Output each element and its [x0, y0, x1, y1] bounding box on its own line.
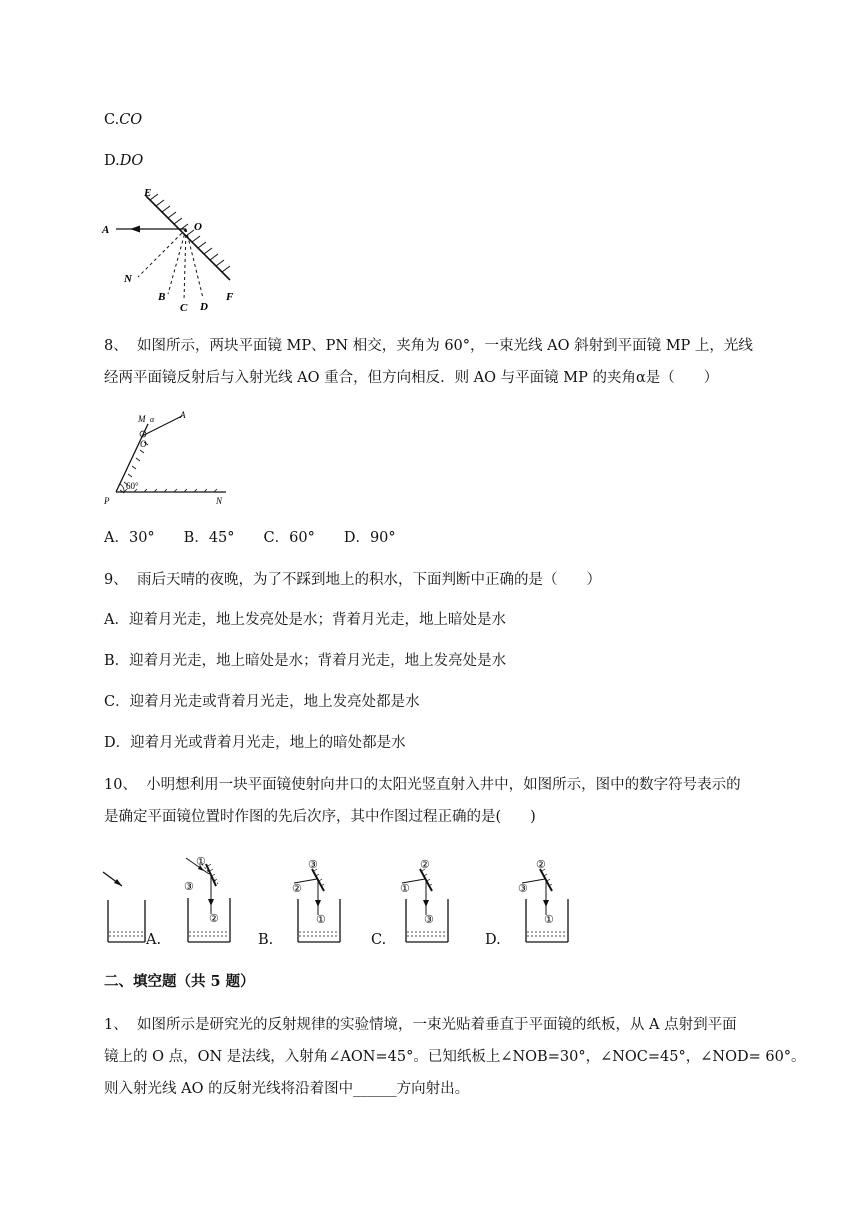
- question-10-line1: 10、 小明想利用一块平面镜使射向井口的太阳光竖直射入井中，如图所示，图中的数字符号表示的: [104, 777, 741, 793]
- step-2: ②: [536, 859, 546, 871]
- question-8-options: A．30° B．45° C．60° D．90°: [104, 530, 396, 546]
- step-1: ①: [196, 856, 206, 868]
- step-2: ②: [209, 913, 219, 925]
- figure-well-b: [290, 855, 346, 946]
- step-3: ③: [424, 914, 434, 926]
- question-9-option-d: D．迎着月光或背着月光走，地上的暗处都是水: [104, 735, 406, 751]
- figure-mirror-reflection: [100, 182, 260, 317]
- question-10-line2: 是确定平面镜位置时作图的先后次序，其中作图过程正确的是( ): [104, 809, 536, 825]
- figure-well-original: [100, 860, 150, 946]
- figure-two-mirrors: [102, 410, 237, 510]
- label-b: B: [158, 291, 166, 303]
- label-a: A: [180, 410, 186, 420]
- step-3: ③: [308, 859, 318, 871]
- label-f: F: [226, 291, 234, 303]
- label-n: N: [216, 496, 223, 506]
- q10-option-a-label: A.: [146, 932, 162, 948]
- label-e: E: [144, 187, 152, 199]
- step-1: ①: [544, 914, 554, 926]
- fill-1-line1: 1、 如图所示是研究光的反射规律的实验情境，一束光贴着垂直于平面镜的纸板，从 A 点射到平面: [104, 1017, 737, 1033]
- question-9-option-c: C．迎着月光走或背着月光走，地上发亮处都是水: [104, 694, 420, 710]
- step-1: ①: [316, 914, 326, 926]
- step-3: ③: [184, 881, 194, 893]
- option-d: D.DO: [104, 153, 144, 169]
- figure-well-c: [396, 855, 452, 946]
- question-9-stem: 9、 雨后天晴的夜晚，为了不踩到地上的积水，下面判断中正确的是（ ）: [104, 572, 601, 588]
- label-a: A: [102, 224, 110, 236]
- label-alpha: α: [150, 415, 155, 424]
- step-1: ①: [400, 883, 410, 895]
- step-2: ②: [420, 859, 430, 871]
- question-9-option-a: A．迎着月光走，地上发亮处是水；背着月光走，地上暗处是水: [104, 612, 506, 628]
- figure-well-d: [516, 855, 572, 946]
- label-d: D: [200, 301, 208, 313]
- figure-well-a: [180, 852, 236, 946]
- section-title: 二、填空题（共 5 题）: [104, 973, 255, 990]
- label-o: O: [194, 221, 202, 233]
- q10-option-c-label: C.: [371, 932, 387, 948]
- label-60: 60°: [126, 481, 139, 491]
- q10-option-b-label: B.: [258, 932, 274, 948]
- question-8-line2: 经两平面镜反射后与入射光线 AO 重合，但方向相反．则 AO 与平面镜 MP 的夹角α是（ ）: [104, 370, 719, 386]
- fill-1-line2: 镜上的 O 点，ON 是法线，入射角∠AON=45°。已知纸板上∠NOB=30°，∠NOC=45°，∠NOD= 60°。: [104, 1049, 806, 1065]
- label-p: P: [104, 496, 110, 506]
- label-o: O: [140, 439, 147, 449]
- label-m: M: [138, 414, 146, 424]
- fill-1-line3: 则入射光线 AO 的反射光线将沿着图中______方向射出。: [104, 1081, 470, 1097]
- label-n: N: [124, 273, 132, 285]
- option-c: C.CO: [104, 112, 143, 128]
- label-c: C: [180, 302, 188, 314]
- q10-option-d-label: D.: [485, 932, 501, 948]
- question-8-line1: 8、 如图所示，两块平面镜 MP、PN 相交，夹角为 60°，一束光线 AO 斜射到平面镜 MP 上，光线: [104, 338, 753, 354]
- step-2: ②: [292, 883, 302, 895]
- question-9-option-b: B．迎着月光走，地上暗处是水；背着月光走，地上发亮处是水: [104, 653, 507, 669]
- step-3: ③: [518, 883, 528, 895]
